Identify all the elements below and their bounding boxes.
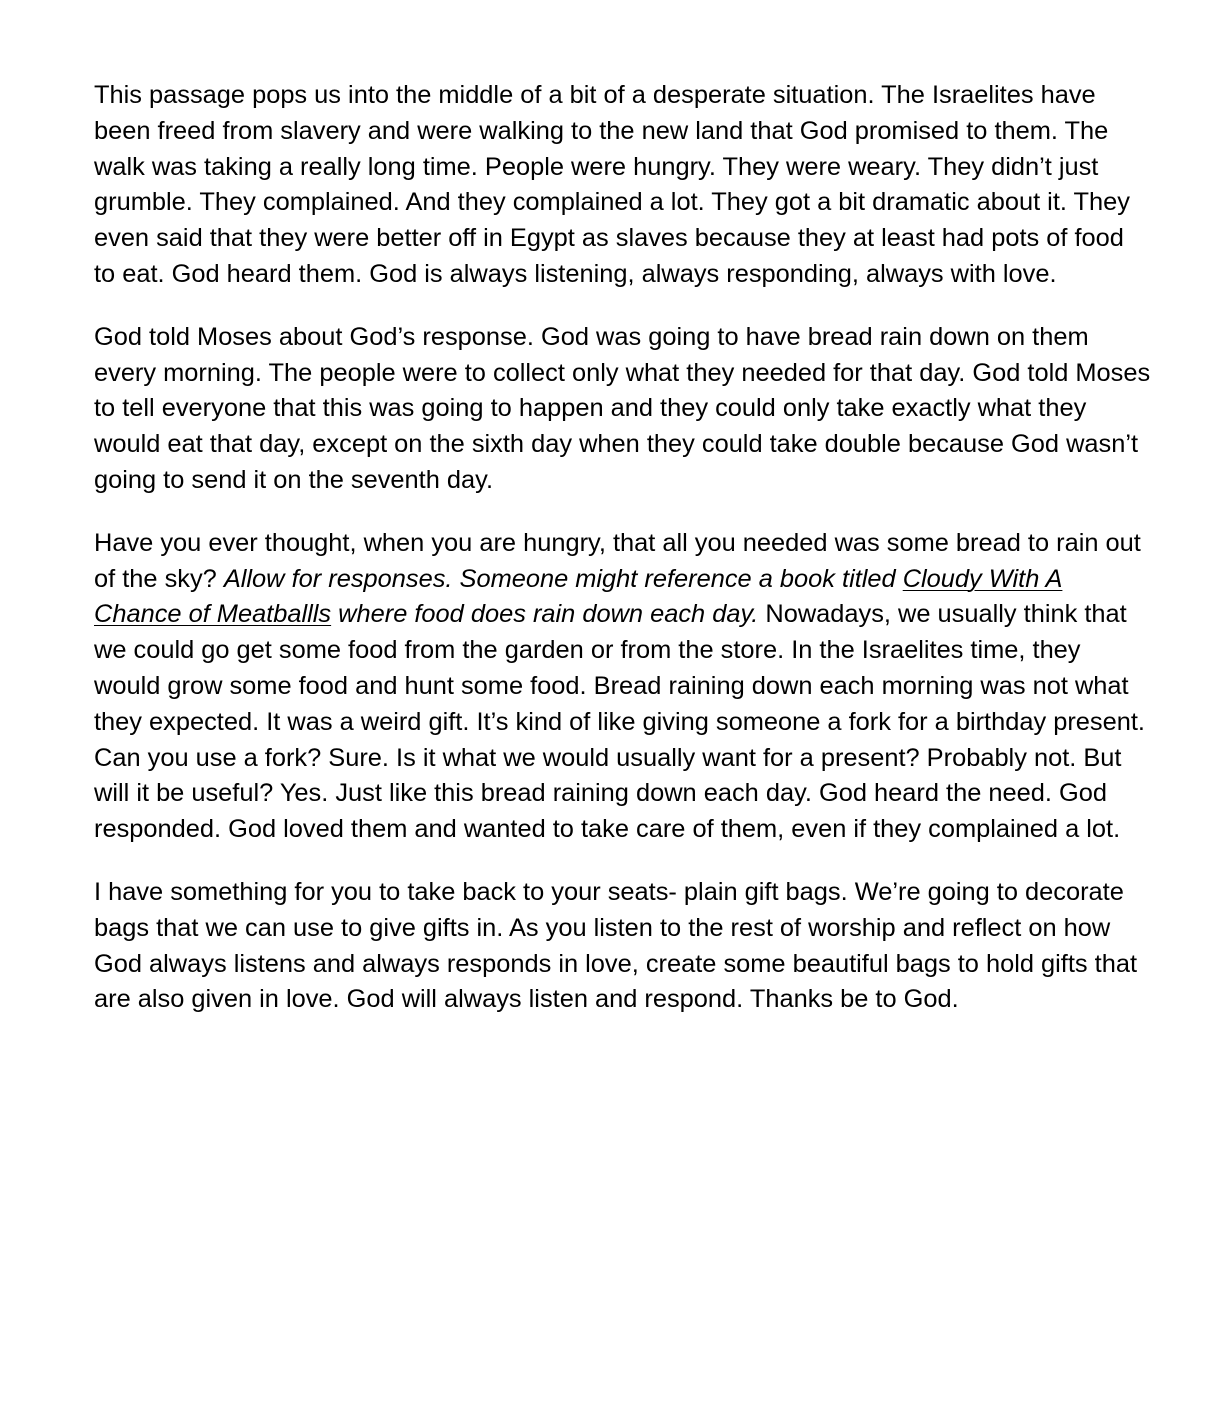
paragraph-rest-text: Nowadays, we usually think that we could go get some food from the garden or from the store. In the Israelites time, they would grow some food and hunt some food. Bread raining down each morning was not what they expected. It was a weird gift. It’s kind of like giving someone a fork for a birthday present. Can you use a fork? Sure. Is it what we would usually want for a present? Probably not. But will it be useful? Yes. Just like this bread raining down each day. God heard the need. God responded. God loved them and wanted to take care of them, even if they complained a lot. (94, 600, 1145, 844)
document-body (94, 78, 1152, 1045)
instruction-text-before-title: Allow for responses. Someone might reference a book titled (223, 564, 903, 593)
book-title: Cloudy With A Chance of Meatballls (94, 564, 1063, 629)
paragraph-situation: This passage pops us into the middle of a bit of a desperate situation. The Israelites have been freed from slavery and were walking to the new land that God promised to them. The walk was taking a really long time. People were hungry. They were weary. They didn’t just grumble. They complained. And they complained a lot. They got a bit dramatic about it. They even said that they were better off in Egypt as slaves because they at least had pots of food to eat. God heard them. God is always listening, always responding, always with love. (94, 81, 1130, 288)
paragraph-bread-from-sky (94, 526, 1152, 848)
paragraph-gift-bags: I have something for you to take back to your seats- plain gift bags. We’re going to decorate bags that we can use to give gifts in. As you listen to the rest of worship and reflect on how God always listens and always responds in love, create some beautiful bags to hold gifts that are also given in love. God will always listen and respond. Thanks be to God. (94, 877, 1138, 1014)
instruction-text-after-title: where food does rain down each day. (331, 600, 759, 629)
paragraph-gods-response: God told Moses about God’s response. God was going to have bread rain down on them every morning. The people were to collect only what they needed for that day. God told Moses to tell everyone that this was going to happen and they could only take exactly what they would eat that day, except on the sixth day when they could take double because God wasn’t going to send it on the seventh day. (94, 322, 1151, 494)
paragraph-lead-text: Have you ever thought, when you are hungry, that all you needed was some bread to rain out of the sky? (94, 528, 1141, 593)
